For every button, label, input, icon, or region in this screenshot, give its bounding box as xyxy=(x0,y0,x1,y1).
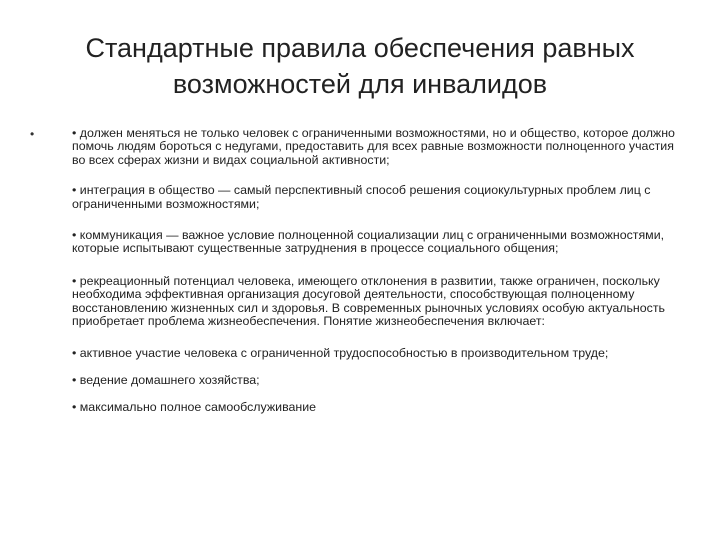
slide-title-line-1: Стандартные правила обеспечения равных xyxy=(85,33,635,63)
paragraph-list xyxy=(72,127,690,432)
paragraph-self-service: • максимально полное самообслуживание xyxy=(72,400,317,415)
paragraph-communication: • коммуникация — важное условие полноценной социализации лиц с ограниченными возможностями, которые испытывают существенные затруднения в процессе социального общения; xyxy=(72,228,665,256)
slide-title xyxy=(40,30,680,102)
paragraph-recreation: • рекреационный потенциал человека, имеющего отклонения в развитии, также ограничен, поскольку необходима эффективная организация досуговой деятельности, способствующая полноценному восстановлению жизненных сил и здоровья. В современных рыночных условиях особую актуальность приобретает проблема жизнеобеспечения. Понятие жизнеобеспечения включает: xyxy=(72,273,665,329)
paragraph-housekeeping: • ведение домашнего хозяйства; xyxy=(72,372,260,387)
paragraph-active-labor: • активное участие человека с ограниченной трудоспособностью в производительном труде; xyxy=(72,346,609,361)
outer-bullet-marker: • xyxy=(30,127,35,141)
paragraph-integration: • интеграция в общество — самый перспективный способ решения социокультурных проблем лиц с ограниченными возможностями; xyxy=(72,183,651,211)
paragraph-society-change: • должен меняться не только человек с ограниченными возможностями, но и общество, которое должно помочь людям бороться с недугами, предоставить для всех равные возможности полноценного участия во всех сферах жизни и видах социальной активности; xyxy=(72,126,675,167)
slide-title-line-2: возможностей для инвалидов xyxy=(172,69,548,99)
